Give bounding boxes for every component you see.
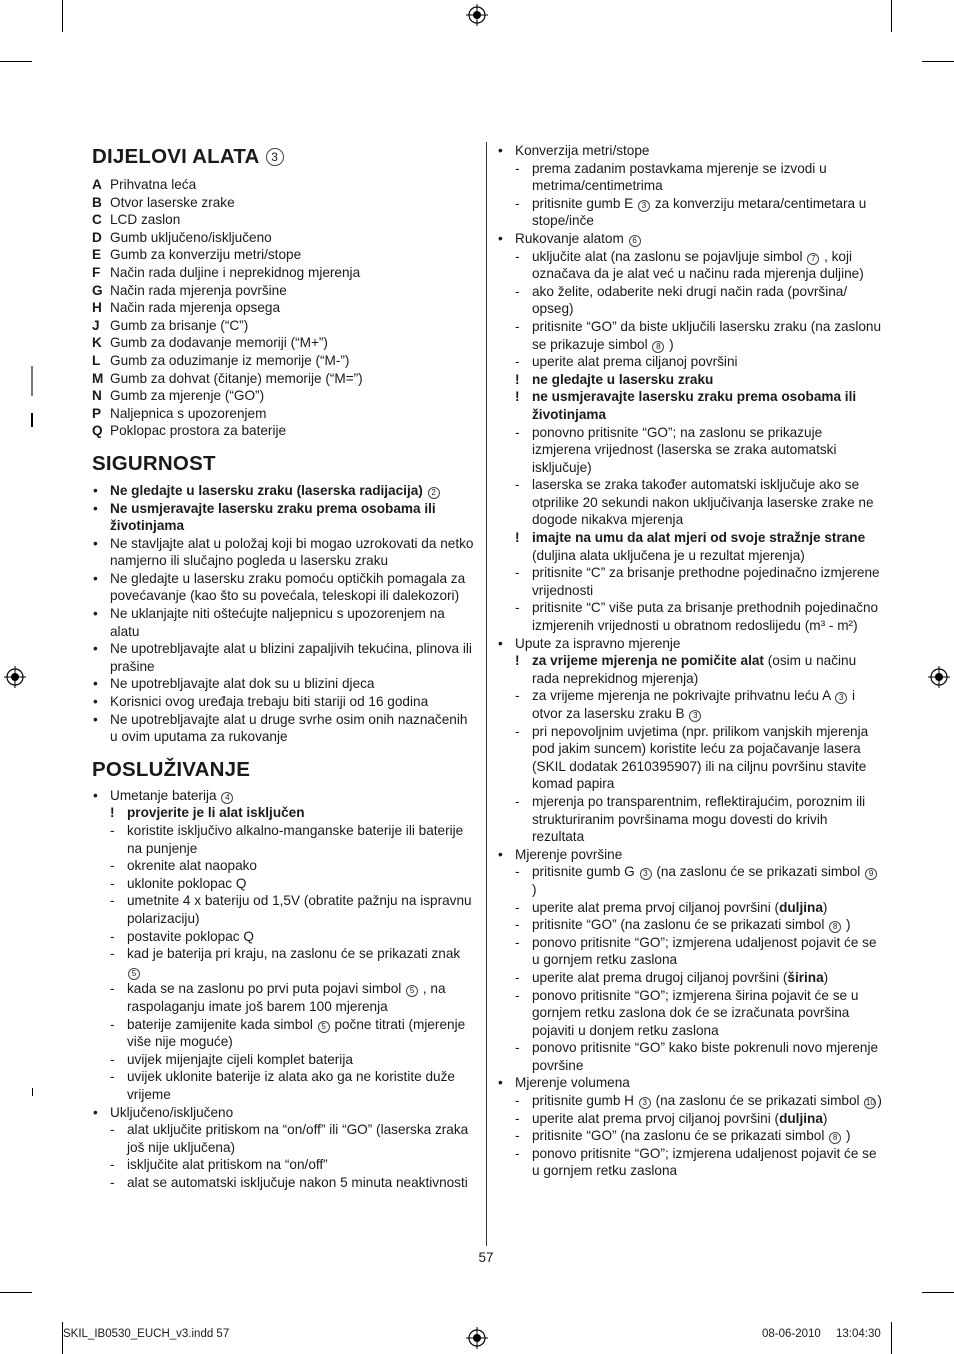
instruction-text: uperite alat prema drugoj ciljanoj površini ( (532, 969, 788, 985)
instruction-text: Rukovanje alatom (515, 230, 624, 246)
instruction-item (92, 945, 477, 980)
instruction-text: ponovo pritisnite “GO” kako biste pokrenuli novo mjerenje površine (532, 1040, 879, 1073)
safety-list (92, 482, 477, 746)
instruction-item (92, 928, 477, 946)
footer-filename: SKIL_IB0530_EUCH_v3.indd 57 (63, 1328, 230, 1340)
instruction-item (497, 793, 882, 846)
figure-ref-icon: 3 (266, 148, 284, 166)
instruction-text: uperite alat prema prvoj ciljanoj površini ( (532, 899, 780, 915)
dash-icon: - (110, 1157, 115, 1173)
part-row (92, 370, 477, 388)
dash-icon: - (515, 723, 520, 739)
part-letter: Q (92, 423, 103, 439)
instruction-text: kada se na zaslonu po prvi puta pojavi simbol (127, 981, 402, 997)
figure-ref-icon: 6 (629, 235, 641, 247)
part-label: Način rada mjerenja površine (110, 282, 287, 298)
part-letter: B (92, 194, 102, 210)
bullet-icon: • (93, 606, 98, 622)
margin-mark (31, 366, 33, 396)
safety-item (92, 640, 477, 675)
instruction-item (497, 160, 882, 195)
instruction-text: ne gledajte u lasersku zraku (532, 371, 714, 387)
part-letter: F (92, 264, 101, 280)
bullet-icon: • (93, 694, 98, 710)
instruction-item (497, 652, 882, 687)
instruction-text: uperite alat prema ciljanoj površini (532, 354, 738, 370)
footer-date: 08-06-2010 (762, 1328, 821, 1340)
instruction-text: širina (787, 969, 824, 985)
instruction-text: i otvor za lasersku zraku B (532, 688, 856, 721)
warning-mark-icon: ! (515, 653, 520, 669)
instruction-item (497, 195, 882, 230)
instruction-item (92, 1156, 477, 1174)
instruction-item (497, 353, 882, 371)
part-letter: N (92, 388, 102, 404)
part-row (92, 334, 477, 352)
instruction-item (497, 687, 882, 722)
instruction-text: ponovo pritisnite “GO”; izmjerena udaljenost pojavit će se u gornjem retku zaslona (532, 934, 877, 968)
bullet-icon: • (93, 500, 98, 516)
instruction-text: alat se automatski isključuje nakon 5 minuta neaktivnosti (127, 1174, 468, 1190)
dash-icon: - (515, 917, 520, 933)
instruction-text: uključite alat (na zaslonu se pojavljuje simbol (532, 248, 803, 264)
dash-icon: - (110, 893, 115, 909)
part-row (92, 387, 477, 405)
instruction-text: pritisnite “GO” da biste uključili lasersku zraku (na zaslonu se prikazuje simbol (532, 318, 882, 352)
part-label: Gumb za mjerenje (“GO”) (110, 388, 265, 404)
instruction-text: uperite alat prema prvoj ciljanoj površini ( (532, 1110, 780, 1126)
safety-text: Ne gledajte u lasersku zraku (laserska radijacija) (110, 482, 423, 498)
crop-mark (62, 0, 63, 32)
dash-icon: - (515, 565, 520, 581)
part-label: LCD zaslon (110, 212, 181, 228)
dash-icon: - (515, 1128, 520, 1144)
instruction-text: ne usmjeravajte lasersku zraku prema osobama ili životinjama (532, 389, 857, 422)
instruction-item (497, 899, 882, 917)
safety-item (92, 675, 477, 693)
bullet-icon: • (498, 230, 503, 246)
figure-ref-icon: 3 (639, 1097, 651, 1109)
bullet-icon: • (498, 1075, 503, 1091)
registration-mark-icon (928, 666, 950, 688)
dash-icon: - (110, 1122, 115, 1138)
figure-ref-icon: 3 (640, 868, 652, 880)
instruction-text: ponovo pritisnite “GO”; izmjerena udaljenost pojavit će se u gornjem retku zaslona (532, 1145, 877, 1179)
part-row (92, 264, 477, 282)
instruction-text: (na zaslonu će se prikazati simbol (655, 1093, 860, 1109)
instruction-item (497, 248, 882, 283)
bullet-icon: • (498, 143, 503, 158)
instruction-text: ponovo pritisnite “GO”; izmjerena širina pojavit će se u gornjem retku zaslona dok će se izračunata površina pojaviti u donjem retku zaslona (532, 987, 859, 1038)
instruction-text: , na raspolaganju imate još barem 100 mjerenja (127, 981, 446, 1014)
part-letter: P (92, 405, 102, 421)
instruction-item (497, 476, 882, 529)
figure-ref-icon: 9 (865, 868, 877, 880)
instruction-text: postavite poklopac Q (127, 928, 254, 944)
part-label: Naljepnica s upozorenjem (110, 405, 267, 421)
part-letter: H (92, 300, 102, 316)
dash-icon: - (110, 1016, 115, 1032)
instruction-text: uvijek mijenjajte cijeli komplet baterija (127, 1051, 353, 1067)
instruction-text: (osim u načinu rada neprekidnog mjerenja) (532, 653, 857, 686)
dash-icon: - (110, 946, 115, 962)
instruction-text: pritisnite “GO” (na zaslonu će se prikazati simbol (532, 1128, 825, 1144)
instruction-text: pritisnite “C” više puta za brisanje prethodnih pojedinačno izmjerenih vrijednosti u obratnom redoslijedu (m³ - m²) (532, 600, 879, 634)
part-letter: L (92, 352, 101, 368)
instruction-text: uvijek uklonite baterije iz alata ako ga ne koristite duže vrijeme (127, 1069, 455, 1102)
instruction-text: pritisnite “GO” (na zaslonu će se prikazati simbol (532, 917, 825, 933)
instruction-item (497, 1127, 882, 1145)
column-divider (486, 142, 487, 1246)
safety-text: Ne gledajte u lasersku zraku pomoću optičkih pomagala za povećavanje (kao što su povećala, teleskopi ili dalekozori) (110, 570, 466, 604)
instruction-item (497, 987, 882, 1040)
part-row (92, 282, 477, 300)
instruction-text: ) (845, 1128, 851, 1144)
dash-icon: - (515, 969, 520, 985)
page-number: 57 (478, 1250, 494, 1265)
dash-icon: - (110, 823, 115, 838)
parts-list (92, 176, 477, 440)
instruction-text: , koji označava da je alat već u načinu rada mjerenja duljine) (532, 248, 864, 282)
instruction-text: baterije zamijenite kada simbol (127, 1016, 313, 1032)
part-row (92, 246, 477, 264)
dash-icon: - (515, 899, 520, 915)
instruction-text: duljina (779, 1110, 823, 1126)
instruction-text: kad je baterija pri kraju, na zaslonu će se prikazati znak (127, 946, 461, 962)
instruction-text: imajte na umu da alat mjeri od svoje stražnje strane (532, 530, 866, 546)
instruction-text: Konverzija metri/stope (515, 143, 650, 158)
dash-icon: - (515, 1040, 520, 1056)
part-row (92, 229, 477, 247)
instruction-text: alat uključite pritiskom na “on/off” ili “GO” (laserska zraka još nije uključena) (127, 1122, 469, 1155)
instruction-text: pritisnite gumb E (532, 195, 634, 211)
dash-icon: - (110, 981, 115, 997)
part-label: Gumb uključeno/isključeno (110, 229, 272, 245)
section-heading-posluzivanje: POSLUŽIVANJE (92, 757, 251, 781)
instruction-text: Mjerenje površine (515, 846, 623, 862)
part-row (92, 299, 477, 317)
figure-ref-icon: 8 (652, 341, 664, 353)
instruction-text: isključite alat pritiskom na “on/off” (127, 1157, 328, 1173)
instruction-item (497, 1092, 882, 1110)
instruction-item (92, 892, 477, 927)
registration-mark-icon (4, 666, 26, 688)
instruction-text: (na zaslonu će se prikazati simbol (656, 864, 861, 880)
dash-icon: - (515, 987, 520, 1003)
instruction-item (92, 875, 477, 893)
crop-mark (891, 1322, 892, 1354)
instruction-text: ) (669, 336, 674, 352)
part-label: Prihvatna leća (110, 177, 197, 192)
figure-ref-icon: 8 (829, 921, 841, 933)
part-letter: G (92, 282, 103, 298)
crop-mark (922, 61, 954, 62)
safety-text: Korisnici ovog uređaja trebaju biti stariji od 16 godina (110, 694, 429, 710)
part-letter: M (92, 370, 104, 386)
dash-icon: - (515, 1093, 520, 1109)
part-letter: D (92, 229, 102, 245)
instruction-item (497, 635, 882, 653)
part-letter: C (92, 212, 102, 228)
dash-icon: - (110, 1174, 115, 1190)
instruction-text: Mjerenje volumena (515, 1075, 630, 1091)
safety-text: Ne upotrebljavajte alat dok su u blizini djeca (110, 676, 375, 692)
bullet-icon: • (93, 711, 98, 727)
part-letter: K (92, 335, 102, 351)
instruction-item (92, 1068, 477, 1103)
dash-icon: - (515, 248, 520, 264)
instruction-text: ) (845, 917, 851, 933)
instruction-item (92, 1104, 477, 1122)
crop-mark (891, 0, 892, 32)
instruction-item (92, 1051, 477, 1069)
bullet-icon: • (93, 1104, 98, 1120)
dash-icon: - (515, 354, 520, 370)
instruction-text: duljina (779, 899, 823, 915)
part-label: Način rada duljine i neprekidnog mjerenja (110, 264, 361, 280)
instruction-text: pritisnite gumb H (532, 1093, 634, 1109)
instruction-item (497, 863, 882, 898)
instruction-item (497, 564, 882, 599)
instruction-text: ) (822, 1110, 828, 1126)
instruction-text: Umetanje baterija (110, 787, 217, 803)
instruction-text: mjerenja po transparentnim, reflektirajućim, poroznim ili strukturiranim površinama mogu dovesti do krivih rezultata (532, 793, 866, 845)
registration-mark-icon (466, 4, 488, 26)
warning-mark-icon: ! (515, 389, 520, 405)
dash-icon: - (515, 934, 520, 950)
instruction-item (497, 723, 882, 793)
section-heading-dijelovi: DIJELOVI ALATA 3 (92, 145, 477, 169)
safety-item (92, 535, 477, 570)
part-letter: A (92, 177, 102, 192)
figure-ref-icon: 5 (406, 985, 418, 997)
safety-text: Ne uklanjajte niti oštećujte naljepnicu s upozorenjem na alatu (110, 606, 445, 639)
instruction-text: okrenite alat naopako (127, 858, 257, 874)
dash-icon: - (110, 875, 115, 891)
warning-mark-icon: ! (110, 805, 115, 821)
dash-icon: - (110, 928, 115, 944)
part-row (92, 194, 477, 212)
dash-icon: - (515, 1145, 520, 1161)
dash-icon: - (515, 160, 520, 176)
safety-item (92, 500, 477, 535)
instruction-text: Upute za ispravno mjerenje (515, 635, 681, 651)
instruction-text: uklonite poklopac Q (127, 875, 247, 891)
figure-ref-icon: 3 (835, 692, 847, 704)
safety-item (92, 570, 477, 605)
part-letter: E (92, 247, 102, 263)
warning-mark-icon: ! (515, 371, 520, 387)
instruction-item (92, 787, 477, 805)
dash-icon: - (515, 600, 520, 616)
instruction-text: počne titrati (mjerenje više nije moguće) (127, 1016, 466, 1050)
part-label: Gumb za oduzimanje iz memorije (“M-”) (110, 352, 350, 368)
instruction-item (497, 1074, 882, 1092)
instruction-text: ako želite, odaberite neki drugi način rada (površina/ opseg) (532, 283, 848, 317)
safety-item (92, 693, 477, 711)
instruction-item (497, 283, 882, 318)
figure-ref-icon: 3 (638, 200, 650, 212)
bullet-icon: • (93, 570, 98, 586)
instruction-item (92, 804, 477, 822)
figure-ref-icon: 4 (221, 792, 233, 804)
safety-item (92, 605, 477, 640)
instruction-item (497, 142, 882, 160)
figure-ref-icon: 5 (128, 968, 140, 980)
margin-mark (32, 1088, 33, 1096)
part-label: Gumb za brisanje (“C”) (110, 317, 249, 333)
part-row (92, 317, 477, 335)
safety-text: Ne upotrebljavajte alat u druge svrhe osim onih naznačenih u ovim uputama za rukovanje (110, 711, 468, 745)
figure-ref-icon: 2 (428, 487, 440, 499)
part-label: Poklopac prostora za baterije (110, 423, 287, 439)
dash-icon: - (515, 688, 520, 704)
dash-icon: - (515, 283, 520, 299)
bullet-icon: • (93, 641, 98, 657)
part-row (92, 352, 477, 370)
instruction-text: Uključeno/isključeno (110, 1104, 234, 1120)
instruction-item (497, 388, 882, 423)
dash-icon: - (515, 793, 520, 809)
dash-icon: - (515, 195, 520, 211)
part-row (92, 405, 477, 423)
instruction-item (92, 1016, 477, 1051)
instruction-text: ) (877, 1093, 882, 1109)
bullet-icon: • (498, 635, 503, 651)
dash-icon: - (515, 424, 520, 440)
instruction-text: za vrijeme mjerenja ne pomičite alat (532, 653, 764, 669)
part-row (92, 176, 477, 194)
figure-ref-icon: 8 (829, 1132, 841, 1144)
part-row (92, 211, 477, 229)
bullet-icon: • (93, 535, 98, 551)
instruction-text: (duljina alata uključena je u rezultat mjerenja) (532, 547, 805, 563)
instruction-item (497, 1039, 882, 1074)
instruction-item (497, 1145, 882, 1180)
instruction-text: ) (822, 899, 828, 915)
figure-ref-icon: 7 (807, 253, 819, 265)
instruction-item (497, 318, 882, 353)
figure-ref-icon: 5 (318, 1021, 330, 1033)
instruction-item (497, 969, 882, 987)
figure-ref-icon: 10 (865, 1098, 875, 1108)
left-column (92, 142, 477, 1191)
bullet-icon: • (93, 482, 98, 498)
instruction-text: pri nepovoljnim uvjetima (npr. prilikom vanjskih mjerenja pod jakim suncem) koristite leću za pojačavanje lasera (SKIL dodatak 2610395907) ili na ciljnu površinu stavite komad papira (532, 723, 869, 792)
instruction-text: ponovno pritisnite “GO”; na zaslonu se prikazuje izmjerena vrijednost (laserska se zraka automatski isključuje) (532, 424, 837, 475)
instruction-text: za konverziju metara/centimetara u stope/inče (532, 195, 867, 229)
instruction-text: provjerite je li alat isključen (127, 805, 305, 821)
dash-icon: - (110, 858, 115, 874)
crop-mark (0, 61, 32, 62)
part-letter: J (92, 317, 100, 333)
safety-text: Ne usmjeravajte lasersku zraku prema osobama ili životinjama (110, 500, 436, 534)
dash-icon: - (110, 1069, 115, 1085)
crop-mark (0, 1292, 32, 1293)
safety-text: Ne upotrebljavajte alat u blizini zapaljivih tekućina, plinova ili prašine (110, 641, 472, 674)
crop-mark (922, 1292, 954, 1293)
part-label: Gumb za dohvat (čitanje) memorije (“M=”) (110, 370, 363, 386)
instruction-item (497, 1110, 882, 1128)
instruction-item (92, 822, 477, 857)
instruction-item (497, 371, 882, 389)
instruction-text: laserska se zraka također automatski isključuje ako se otprilike 20 sekundi nakon uključivanja laserske zrake ne dogode nikakva mjerenja (532, 477, 874, 528)
operation-list-left (92, 787, 477, 1192)
part-label: Gumb za dodavanje memoriji (“M+”) (110, 335, 328, 351)
instruction-text: ) (532, 881, 537, 897)
instruction-item (497, 846, 882, 864)
registration-mark-icon (466, 1327, 488, 1349)
dash-icon: - (110, 1051, 115, 1067)
instruction-item (497, 599, 882, 634)
bullet-icon: • (93, 787, 98, 803)
dash-icon: - (515, 477, 520, 493)
safety-item (92, 482, 477, 500)
instruction-text: za vrijeme mjerenja ne pokrivajte prihvatnu leću A (532, 688, 831, 704)
instruction-item (497, 529, 882, 564)
dash-icon: - (515, 864, 520, 880)
margin-mark (31, 413, 33, 427)
instruction-item (92, 980, 477, 1015)
instruction-item (92, 1174, 477, 1192)
part-row (92, 422, 477, 440)
safety-item (92, 711, 477, 746)
instruction-item (92, 857, 477, 875)
section-heading-sigurnost: SIGURNOST (92, 451, 216, 475)
instruction-text: prema zadanim postavkama mjerenje se izvodi u metrima/centimetrima (532, 160, 827, 194)
instruction-text: koristite isključivo alkalno-manganske baterije ili baterije na punjenje (127, 823, 464, 856)
dash-icon: - (515, 1110, 520, 1126)
bullet-icon: • (498, 846, 503, 862)
right-column (497, 142, 882, 1180)
safety-text: Ne stavljajte alat u položaj koji bi mogao uzrokovati da netko namjerno ili slučajno pogleda u lasersku zraku (110, 535, 474, 569)
instruction-item (497, 916, 882, 934)
instruction-item (497, 424, 882, 477)
instruction-item (92, 1121, 477, 1156)
dash-icon: - (515, 318, 520, 334)
instruction-item (497, 230, 882, 248)
footer-time: 13:04:30 (836, 1328, 881, 1340)
part-label: Otvor laserske zrake (110, 194, 235, 210)
bullet-icon: • (93, 676, 98, 692)
instruction-item (497, 934, 882, 969)
instruction-text: ) (823, 969, 829, 985)
instruction-text: pritisnite gumb G (532, 864, 635, 880)
instruction-text: umetnite 4 x bateriju od 1,5V (obratite pažnju na ispravnu polarizaciju) (127, 893, 472, 926)
instruction-text: pritisnite “C” za brisanje prethodne pojedinačno izmjerene vrijednosti (532, 565, 880, 598)
operation-list-right (497, 142, 882, 1180)
figure-ref-icon: 3 (689, 710, 701, 722)
part-label: Način rada mjerenja opsega (110, 300, 281, 316)
warning-mark-icon: ! (515, 530, 520, 546)
part-label: Gumb za konverziju metri/stope (110, 247, 302, 263)
